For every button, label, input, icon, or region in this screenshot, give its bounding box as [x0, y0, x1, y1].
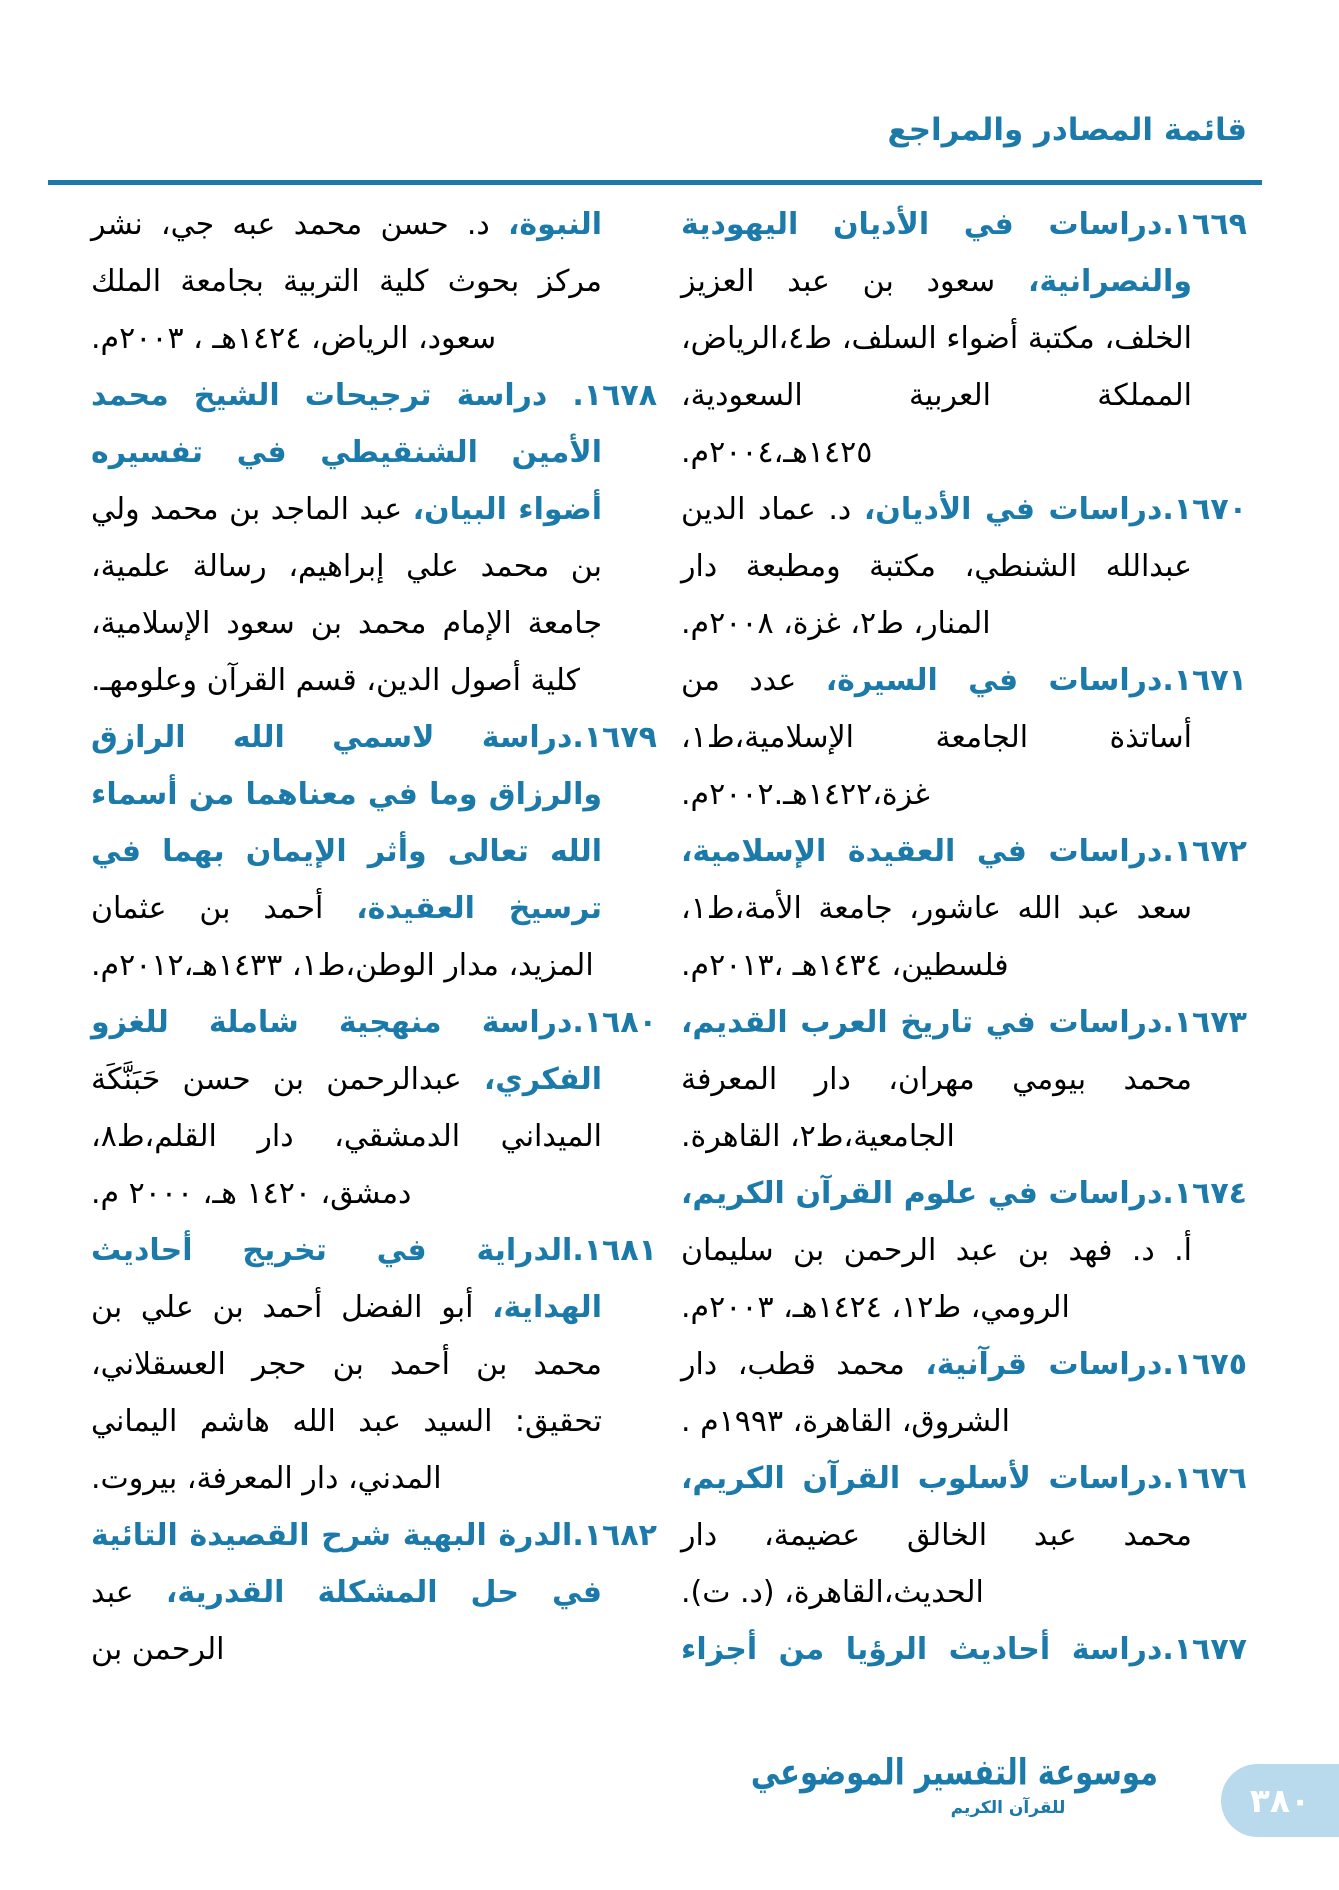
entry-number: ١٦٧٦. [1162, 1461, 1247, 1496]
entry-title: النبوة، [508, 207, 602, 242]
entry-number: ١٦٨٠. [572, 1005, 657, 1040]
entry-body: أحمد بن عثمان المزيد، مدار الوطن،ط١، ١٤٣٣هـ،٢٠١٢م. [91, 891, 594, 983]
entry-body: محمد عبد الخالق عضيمة، دار الحديث،القاهرة، (د. ت). [681, 1518, 1192, 1610]
page-number: ٣٨٠ [1249, 1781, 1311, 1820]
bibliography-entry [681, 1165, 1247, 1336]
bibliography-entry [681, 1336, 1247, 1450]
bibliography-entry [681, 823, 1247, 994]
bibliography-entry [91, 1222, 657, 1507]
left-column [91, 196, 657, 1678]
entry-body: د. حسن محمد عبه جي، نشر مركز بحوث كلية التربية بجامعة الملك سعود، الرياض، ١٤٢٤هـ ، ٢٠٠٣م. [91, 207, 602, 356]
bibliography-content [91, 196, 1247, 1678]
bibliography-entry [681, 994, 1247, 1165]
entry-title: دراسة منهجية شاملة للغزو الفكري، [91, 1005, 602, 1097]
entry-number: ١٦٧١. [1162, 663, 1247, 698]
entry-body: عبد الماجد بن محمد ولي بن محمد علي إبراهيم، رسالة علمية، جامعة الإمام محمد بن سعود الإسلامية، كلية أصول الدين، قسم القرآن وعلومهـ. [91, 492, 602, 698]
entry-title: دراسات في علوم القرآن الكريم، [681, 1176, 1163, 1211]
header-divider [48, 180, 1262, 185]
bibliography-entry [91, 367, 657, 709]
bibliography-entry [681, 1450, 1247, 1621]
entry-number: ١٦٧٢. [1162, 834, 1247, 869]
page-header-title: قائمة المصادر والمراجع [887, 112, 1247, 148]
entry-number: ١٦٧٩. [572, 720, 657, 755]
bibliography-entry [91, 994, 657, 1222]
entry-body: عبد الرحمن بن [91, 1575, 225, 1667]
entry-body: محمد بيومي مهران، دار المعرفة الجامعية،ط٢، القاهرة. [681, 1062, 1192, 1154]
logo-subtitle: للقرآن الكريم [950, 1798, 1066, 1819]
entry-number: ١٦٧٥. [1162, 1347, 1248, 1382]
right-column [681, 196, 1247, 1678]
entry-body: عبدالرحمن بن حسن حَبَنَّكَة الميداني الدمشقي، دار القلم،ط٨، دمشق، ١٤٢٠ هـ، ٢٠٠٠ م. [91, 1062, 602, 1211]
entry-title: دراسات لأسلوب القرآن الكريم، [681, 1461, 1163, 1496]
bibliography-entry [681, 1621, 1247, 1678]
entry-body: أ. د. فهد بن عبد الرحمن بن سليمان الرومي، ط١٢، ١٤٢٤هـ، ٢٠٠٣م. [681, 1233, 1192, 1325]
bibliography-entry [681, 196, 1247, 481]
bibliography-entry [681, 481, 1247, 652]
entry-title: دراسات في السيرة، [825, 663, 1163, 698]
entry-number: ١٦٧٧. [1162, 1632, 1247, 1667]
entry-title: دراسات في الأديان، [863, 492, 1163, 527]
entry-body: محمد قطب، دار الشروق، القاهرة، ١٩٩٣م . [681, 1347, 1010, 1439]
entry-body: أبو الفضل أحمد بن علي بن محمد بن أحمد بن حجر العسقلاني، تحقيق: السيد عبد الله هاشم اليماني المدني، دار المعرفة، بيروت. [91, 1290, 602, 1496]
entry-title: دراسات في تاريخ العرب القديم، [681, 1005, 1163, 1040]
publisher-logo [750, 1750, 1158, 1819]
entry-number: ١٦٧٤. [1162, 1176, 1247, 1211]
entry-title: دراسات في العقيدة الإسلامية، [681, 834, 1163, 869]
entry-body: سعود بن عبد العزيز الخلف، مكتبة أضواء السلف، ط٤،الرياض، المملكة العربية السعودية، ١٤٢٥هـ،٢٠٠٤م. [681, 264, 1192, 470]
entry-title: دراسات قرآنية، [925, 1347, 1163, 1382]
entry-number: ١٦٨٢. [572, 1518, 657, 1553]
entry-body: د. عماد الدين عبدالله الشنطي، مكتبة ومطبعة دار المنار، ط٢، غزة، ٢٠٠٨م. [681, 492, 1192, 641]
logo-title: موسوعة التفسير الموضوعي [750, 1750, 1158, 1794]
bibliography-entry-continuation [91, 196, 657, 367]
entry-number: ١٦٦٩. [1162, 207, 1247, 242]
entry-title: دراسة ترجيحات الشيخ محمد الأمين الشنقيطي في تفسيره أضواء البيان، [91, 378, 602, 527]
bibliography-entry [681, 652, 1247, 823]
page-number-badge [1221, 1764, 1339, 1837]
entry-title: دراسة لاسمي الله الرازق والرزاق وما في معناهما من أسماء الله تعالى وأثر الإيمان بهما في ترسيخ العقيدة، [91, 720, 602, 926]
entry-body: عدد من أساتذة الجامعة الإسلامية،ط١، غزة،١٤٢٢هـ.٢٠٠٢م. [681, 663, 1192, 812]
entry-number: ١٦٧٣. [1162, 1005, 1247, 1040]
entry-number: ١٦٨١. [572, 1233, 657, 1268]
entry-number: ١٦٧٠. [1162, 492, 1248, 527]
entry-title: الدراية في تخريج أحاديث الهداية، [91, 1233, 602, 1325]
entry-title: الدرة البهية شرح القصيدة التائية في حل المشكلة القدرية، [91, 1518, 602, 1610]
entry-title: دراسات في الأديان اليهودية والنصرانية، [681, 207, 1192, 299]
bibliography-entry [91, 709, 657, 994]
entry-number: ١٦٧٨. [547, 378, 658, 413]
entry-body: سعد عبد الله عاشور، جامعة الأمة،ط١، فلسطين، ١٤٣٤هـ ،٢٠١٣م. [681, 891, 1192, 983]
entry-title: دراسة أحاديث الرؤيا من أجزاء [681, 1632, 1163, 1667]
bibliography-entry [91, 1507, 657, 1678]
